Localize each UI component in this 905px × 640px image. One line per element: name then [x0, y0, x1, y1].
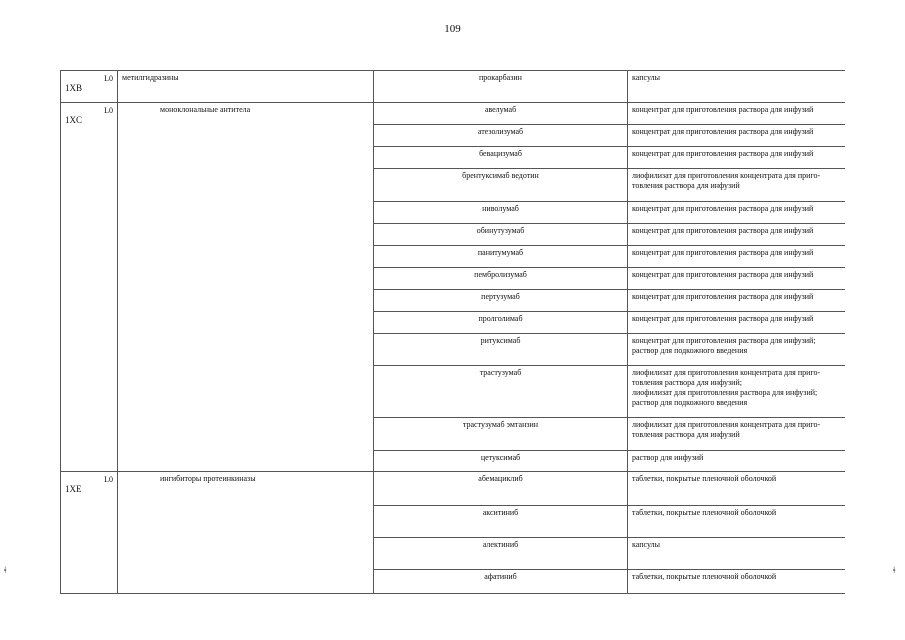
dosage-form-line: капсулы [632, 73, 660, 82]
dosage-form-line: концентрат для приготовления раствора для инфузий [632, 149, 814, 158]
drug-name: трастузумаб эмтанзин [374, 418, 628, 451]
drug-name: цетуксимаб [374, 451, 628, 472]
drug-name: атезолизумаб [374, 125, 628, 147]
atc-code: 1XB [65, 83, 83, 93]
dosage-form-line: товления раствора для инфузий [632, 181, 740, 190]
dosage-form-line: товления раствора для инфузий; [632, 378, 742, 387]
dosage-form-cell [628, 334, 846, 366]
dosage-form-line: концентрат для приготовления раствора для инфузий [632, 314, 814, 323]
document-sheet [60, 70, 845, 594]
table-row [61, 472, 846, 506]
dosage-form-line: лиофилизат для приготовления концентрата для приго- [632, 420, 821, 429]
drug-name: бевацизумаб [374, 147, 628, 169]
dosage-form-cell [628, 472, 846, 506]
dosage-form-cell [628, 506, 846, 538]
atc-code-cell [61, 71, 118, 103]
drug-classification-table [60, 70, 845, 594]
dosage-form-cell [628, 290, 846, 312]
dosage-form-cell [628, 451, 846, 472]
dosage-form-cell [628, 418, 846, 451]
dosage-form-line: таблетки, покрытые пленочной оболочкой [632, 572, 777, 581]
drug-name: прокарбазин [374, 71, 628, 103]
dosage-form-cell [628, 246, 846, 268]
dosage-form-line: концентрат для приготовления раствора для инфузий; [632, 336, 816, 345]
atc-code-cell [61, 472, 118, 594]
drug-name: пертузумаб [374, 290, 628, 312]
group-name: моноклональные антитела [118, 103, 374, 472]
page-number: 109 [444, 23, 461, 35]
group-name: метилгидразины [118, 71, 374, 103]
atc-level: L0 [104, 106, 113, 115]
dosage-form-line: концентрат для приготовления раствора для инфузий [632, 292, 814, 301]
dosage-form-line: концентрат для приготовления раствора для инфузий [632, 226, 814, 235]
dosage-form-line: лиофилизат для приготовления концентрата для приго- [632, 368, 821, 377]
dosage-form-cell [628, 538, 846, 570]
drug-name: трастузумаб [374, 366, 628, 418]
dosage-form-cell [628, 103, 846, 125]
dosage-form-cell [628, 268, 846, 290]
table-row [61, 71, 846, 103]
dosage-form-line: концентрат для приготовления раствора для инфузий [632, 248, 814, 257]
dosage-form-line: раствор для инфузий [632, 453, 704, 462]
drug-name: пролголимаб [374, 312, 628, 334]
dosage-form-line: лиофилизат для приготовления концентрата для приго- [632, 171, 821, 180]
dosage-form-line: лиофилизат для приготовления раствора для инфузий; [632, 388, 818, 397]
drug-name: афатиниб [374, 570, 628, 594]
dosage-form-cell [628, 202, 846, 224]
atc-level: L0 [104, 475, 113, 484]
dosage-form-line: товления раствора для инфузий [632, 430, 740, 439]
drug-name: авелумаб [374, 103, 628, 125]
dosage-form-line: раствор для подкожного введения [632, 346, 748, 355]
atc-code: 1XC [65, 115, 83, 125]
table-row [61, 103, 846, 125]
drug-name: алектиниб [374, 538, 628, 570]
dosage-form-line: таблетки, покрытые пленочной оболочкой [632, 474, 777, 483]
drug-name: пембролизумаб [374, 268, 628, 290]
dosage-form-cell [628, 312, 846, 334]
drug-name: акситиниб [374, 506, 628, 538]
dosage-form-line: капсулы [632, 540, 660, 549]
dosage-form-line: концентрат для приготовления раствора для инфузий [632, 127, 814, 136]
group-name: ингибиторы протеинкиназы [118, 472, 374, 594]
drug-name: ритуксимаб [374, 334, 628, 366]
right-margin-mark: ǂ [893, 565, 896, 575]
dosage-form-cell [628, 125, 846, 147]
left-margin-mark: ǂ [4, 565, 7, 575]
dosage-form-cell [628, 224, 846, 246]
drug-name: обинутузумаб [374, 224, 628, 246]
dosage-form-cell [628, 570, 846, 594]
dosage-form-line: таблетки, покрытые пленочной оболочкой [632, 508, 777, 517]
drug-name: ниволумаб [374, 202, 628, 224]
dosage-form-cell [628, 147, 846, 169]
dosage-form-cell [628, 169, 846, 202]
atc-code-cell [61, 103, 118, 472]
dosage-form-line: раствор для подкожного введения [632, 398, 748, 407]
dosage-form-cell [628, 71, 846, 103]
dosage-form-cell [628, 366, 846, 418]
drug-name: панитумумаб [374, 246, 628, 268]
drug-name: абемациклиб [374, 472, 628, 506]
dosage-form-line: концентрат для приготовления раствора для инфузий [632, 270, 814, 279]
drug-name: брентуксимаб ведотин [374, 169, 628, 202]
dosage-form-line: концентрат для приготовления раствора для инфузий [632, 204, 814, 213]
atc-level: L0 [104, 74, 113, 83]
atc-code: 1XE [65, 484, 82, 494]
dosage-form-line: концентрат для приготовления раствора для инфузий [632, 105, 814, 114]
